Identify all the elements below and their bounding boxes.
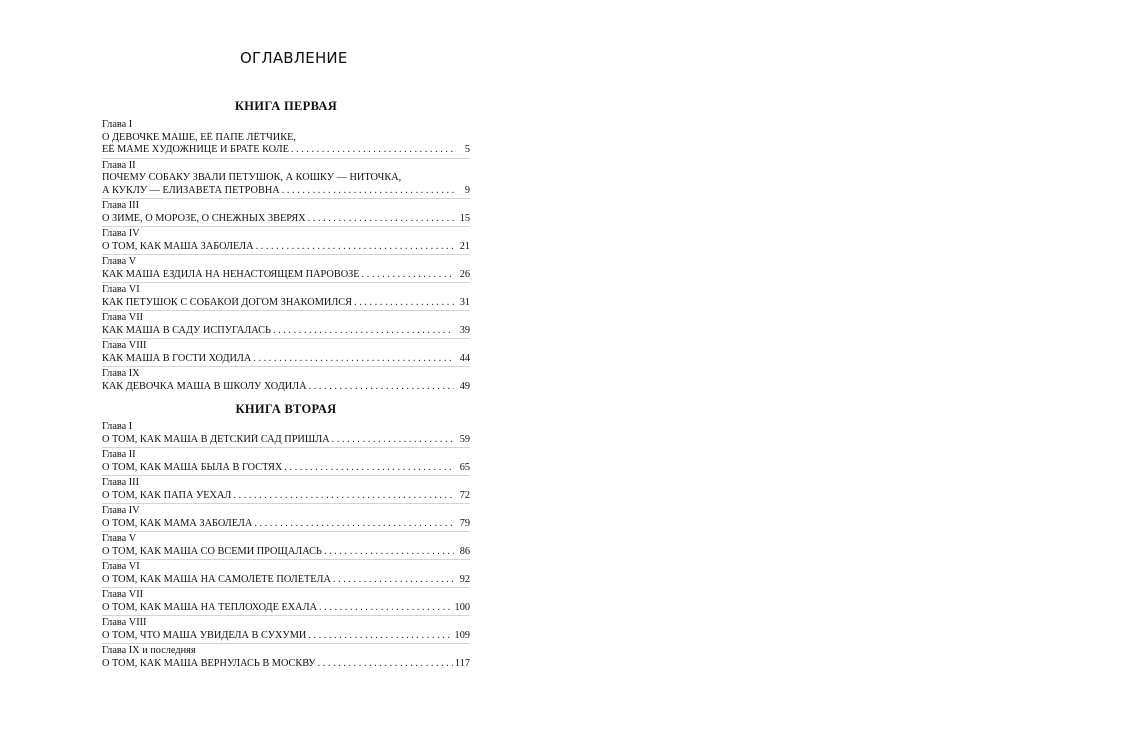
- toc-entry: [102, 533, 470, 560]
- chapter-title: О ТОМ, КАК МАМА ЗАБОЛЕЛА: [102, 517, 253, 529]
- page-number: 21: [459, 240, 470, 252]
- chapter-label: Глава VIII: [102, 340, 147, 351]
- toc-entry: [102, 119, 470, 159]
- dot-leader: [308, 630, 452, 643]
- dot-leader: [282, 185, 454, 198]
- page-number: 49: [459, 380, 470, 392]
- chapter-title: О ТОМ, КАК ПАПА УЕХАЛ: [102, 489, 232, 501]
- chapter-title-line: [102, 213, 470, 226]
- page-number: 26: [459, 268, 470, 280]
- page-number: 117: [454, 657, 470, 669]
- toc-entry: [102, 645, 470, 671]
- chapter-title: КАК ПЕТУШОК С СОБАКОЙ ДОГОМ ЗНАКОМИЛСЯ: [102, 296, 353, 308]
- chapter-title-line: [102, 325, 470, 338]
- chapter-label: Глава IX и последняя: [102, 645, 196, 656]
- chapter-label: Глава V: [102, 533, 137, 544]
- toc-entry: [102, 312, 470, 339]
- chapter-title: О ТОМ, КАК МАША БЫЛА В ГОСТЯХ: [102, 461, 283, 473]
- toc-entry: [102, 449, 470, 476]
- book-title: КНИГА ВТОРАЯ: [235, 402, 337, 416]
- chapter-title: О ТОМ, КАК МАША НА САМОЛЁТЕ ПОЛЕТЕЛА: [102, 573, 331, 585]
- page-number: 79: [459, 517, 470, 529]
- chapter-title: А КУКЛУ — ЕЛИЗАВЕТА ПЕТРОВНА: [102, 184, 280, 196]
- toc-entry: [102, 505, 470, 532]
- chapter-label: Глава VII: [102, 589, 144, 600]
- chapter-title-line: [102, 144, 470, 157]
- page-number: 86: [459, 545, 470, 557]
- toc-entry: [102, 160, 470, 200]
- toc-entry: [102, 284, 470, 311]
- chapter-title: О ТОМ, ЧТО МАША УВИДЕЛА В СУХУМИ: [102, 629, 307, 641]
- chapter-label: Глава VII: [102, 312, 144, 323]
- page-number: 31: [459, 296, 470, 308]
- dot-leader: [256, 241, 454, 254]
- chapter-label: Глава IV: [102, 505, 140, 516]
- chapter-title-line: [102, 546, 470, 559]
- chapter-title-line: [102, 132, 470, 145]
- dot-leader: [332, 434, 454, 447]
- chapter-title-line: [102, 297, 470, 310]
- chapter-title-line: [102, 434, 470, 447]
- dot-leader: [354, 297, 454, 310]
- chapter-title-line: [102, 490, 470, 503]
- chapter-title: О ЗИМЕ, О МОРОЗЕ, О СНЕЖНЫХ ЗВЕРЯХ: [102, 212, 306, 224]
- dot-leader: [324, 546, 454, 559]
- toc-entry: [102, 561, 470, 588]
- page-number: 109: [454, 629, 470, 641]
- toc-entry: [102, 617, 470, 644]
- chapter-title: КАК МАША В ГОСТИ ХОДИЛА: [102, 352, 252, 364]
- book-title: КНИГА ПЕРВАЯ: [234, 99, 338, 113]
- dot-leader: [362, 269, 454, 282]
- chapter-title-line: [102, 353, 470, 366]
- page-number: 72: [459, 489, 470, 501]
- toc-entry: [102, 200, 470, 227]
- chapter-title-line: [102, 185, 470, 198]
- chapter-title-line: [102, 518, 470, 531]
- chapter-label: Глава I: [102, 421, 133, 432]
- dot-leader: [253, 353, 454, 366]
- chapter-title: О ТОМ, КАК МАША ЗАБОЛЕЛА: [102, 240, 254, 252]
- chapter-title: О ТОМ, КАК МАША НА ТЕПЛОХОДЕ ЕХАЛА: [102, 601, 318, 613]
- chapter-title: ЕЁ МАМЕ ХУДОЖНИЦЕ И БРАТЕ КОЛЕ: [102, 144, 289, 155]
- toc-entry: [102, 477, 470, 504]
- dot-leader: [273, 325, 454, 338]
- page-number: 5: [464, 144, 470, 155]
- chapter-label: Глава VIII: [102, 617, 147, 628]
- chapter-label: Глава V: [102, 256, 137, 267]
- chapter-label: Глава II: [102, 449, 136, 460]
- dot-leader: [308, 213, 454, 226]
- chapter-title: О ТОМ, КАК МАША ВЕРНУЛАСЬ В МОСКВУ: [102, 657, 316, 669]
- dot-leader: [233, 490, 454, 503]
- chapter-title: КАК МАША ЕЗДИЛА НА НЕНАСТОЯЩЕМ ПАРОВОЗЕ: [102, 268, 360, 280]
- chapter-label: Глава IV: [102, 228, 140, 239]
- chapter-title-line: [102, 630, 470, 643]
- chapter-title-line: [102, 241, 470, 254]
- page-number: 65: [459, 461, 470, 473]
- toc-entry: [102, 589, 470, 616]
- chapter-title-line: [102, 462, 470, 475]
- chapter-list: [102, 119, 470, 395]
- chapter-title-line: [102, 602, 470, 615]
- chapter-title-line: [102, 658, 470, 671]
- toc-entry: [102, 228, 470, 255]
- dot-leader: [291, 144, 454, 157]
- toc-entry: [102, 256, 470, 283]
- chapter-list: [102, 421, 470, 672]
- chapter-title: ПОЧЕМУ СОБАКУ ЗВАЛИ ПЕТУШОК, А КОШКУ — НИТОЧКА,: [102, 172, 402, 183]
- chapter-label: Глава II: [102, 159, 136, 171]
- dot-leader: [333, 574, 454, 587]
- page-number: 39: [459, 324, 470, 336]
- chapter-label: Глава III: [102, 477, 140, 488]
- chapter-title-line: [102, 574, 470, 587]
- toc-entry: [102, 368, 470, 394]
- chapter-title-line: [102, 269, 470, 282]
- chapter-label: Глава I: [102, 119, 133, 130]
- dot-leader: [318, 658, 453, 671]
- chapter-label: Глава VI: [102, 284, 140, 295]
- chapter-title: КАК ДЕВОЧКА МАША В ШКОЛУ ХОДИЛА: [102, 380, 307, 392]
- chapter-label: Глава IX: [102, 368, 140, 379]
- chapter-title: О ТОМ, КАК МАША СО ВСЕМИ ПРОЩАЛАСЬ: [102, 545, 322, 557]
- chapter-title: КАК МАША В САДУ ИСПУГАЛАСЬ: [102, 324, 271, 336]
- page-number: 92: [459, 573, 470, 585]
- chapter-title: О ДЕВОЧКЕ МАШЕ, ЕЁ ПАПЕ ЛЁТЧИКЕ,: [102, 131, 296, 143]
- dot-leader: [284, 462, 454, 475]
- page-number: 100: [454, 601, 470, 613]
- chapter-label: Глава VI: [102, 561, 140, 572]
- dot-leader: [309, 381, 454, 394]
- page-number: 9: [464, 184, 470, 196]
- toc-entry: [102, 340, 470, 367]
- page-title: ОГЛАВЛЕНИЕ: [240, 49, 348, 67]
- dot-leader: [319, 602, 453, 615]
- chapter-label: Глава III: [102, 200, 140, 211]
- page-number: 15: [459, 212, 470, 224]
- chapter-title: О ТОМ, КАК МАША В ДЕТСКИЙ САД ПРИШЛА: [102, 433, 330, 445]
- page-number: 44: [459, 352, 470, 364]
- dot-leader: [254, 518, 454, 531]
- chapter-title-line: [102, 381, 470, 394]
- chapter-title-line: [102, 172, 470, 185]
- page-number: 59: [459, 433, 470, 445]
- toc-entry: [102, 421, 470, 448]
